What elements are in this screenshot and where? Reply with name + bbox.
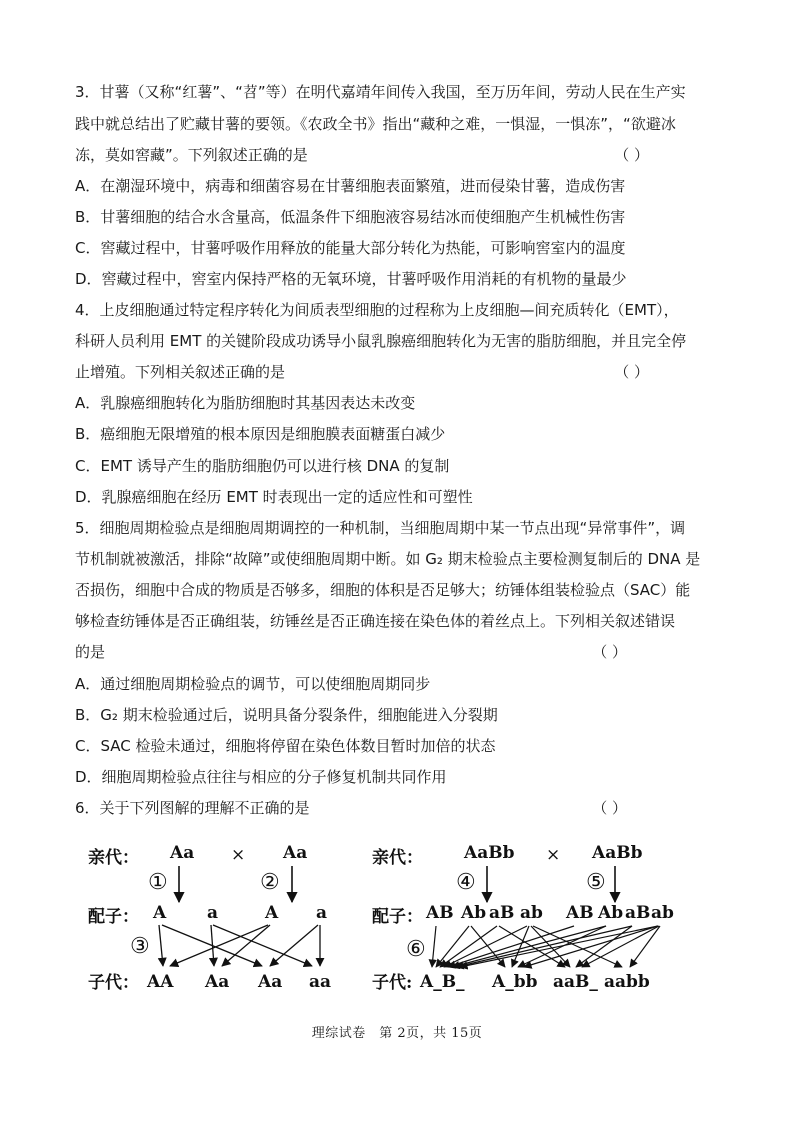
q5-option-a: A．通过细胞周期检验点的调节，可以使细胞周期同步 xyxy=(75,675,431,693)
q3-stem-line-1: 3．甘薯（又称“红薯”、“苕”等）在明代嘉靖年间传入我国，至万历年间，劳动人民在生产实 xyxy=(75,83,686,101)
right-gamete-6: Ab xyxy=(598,903,624,923)
arrow-Ab2-A_B_ xyxy=(452,926,606,967)
right-gamete-arrows xyxy=(432,926,660,967)
arrow-A-AA xyxy=(159,925,163,966)
q6-stem-line xyxy=(75,797,725,819)
q3-option-d: D．窖藏过程中，窖室内保持严格的无氧环境，甘薯呼吸作用消耗的有机物的量最少 xyxy=(75,270,627,288)
right-gamete-2: Ab xyxy=(461,903,487,923)
left-gamete-label: 配子： xyxy=(88,907,139,927)
q5-stem-line-3: 否损伤，细胞中合成的物质是否够多，细胞的体积是否足够大；纺锤体组装检验点（SAC）能 xyxy=(75,581,691,599)
left-gamete-2: a xyxy=(207,903,219,923)
q5-option-d: D．细胞周期检验点往往与相应的分子修复机制共同作用 xyxy=(75,768,447,786)
q3-option-b: B．甘薯细胞的结合水含量高，低温条件下细胞液容易结冰而使细胞产生机械性伤害 xyxy=(75,208,626,226)
left-offspring-4: aa xyxy=(309,972,332,992)
arrow-ab1-aaB_ xyxy=(531,926,570,967)
q4-answer-bracket: （ ） xyxy=(614,363,649,381)
right-gamete-label: 配子： xyxy=(372,907,423,927)
left-gamete-3: A xyxy=(265,903,279,923)
arrow-A2-AA xyxy=(170,925,268,966)
q4-option-c: C．EMT 诱导产生的脂肪细胞仍可以进行核 DNA 的复制 xyxy=(75,457,450,475)
step-2-marker: ② xyxy=(260,870,280,895)
arrow-Ab1-A_B_ xyxy=(436,926,469,967)
left-offspring-1: AA xyxy=(147,972,174,992)
step-4-marker: ④ xyxy=(456,870,476,895)
q5-stem-line-4: 够检查纺锤体是否正确组装，纺锤丝是否正确连接在染色体的着丝点上。下列相关叙述错误 xyxy=(75,612,676,630)
q5-answer-bracket: （ ） xyxy=(592,643,627,661)
right-gamete-7: aB xyxy=(625,903,651,923)
q5-option-b: B．G₂ 期末检验通过后，说明具备分裂条件，细胞能进入分裂期 xyxy=(75,706,498,724)
left-cross-sign: × xyxy=(231,845,246,865)
right-gamete-5: AB xyxy=(566,903,594,923)
step-6-marker: ⑥ xyxy=(406,937,426,962)
q5-stem-text: 的是 xyxy=(75,643,106,661)
left-offspring-3: Aa xyxy=(258,972,283,992)
right-cross-sign: × xyxy=(546,845,561,865)
arrow-a2-Aa xyxy=(270,925,318,966)
page-footer: 理综试卷 第 2页，共 15页 xyxy=(311,1026,483,1041)
left-gamete-4: a xyxy=(316,903,328,923)
q5-stem-line-2: 节机制就被激活，排除“故障”或使细胞周期中断。如 G₂ 期末检验点主要检测复制后的 DNA 是 xyxy=(75,550,701,568)
q4-stem-line-2: 科研人员利用 EMT 的关键阶段成功诱导小鼠乳腺癌细胞转化为无害的脂肪细胞，并且完全停 xyxy=(75,332,687,350)
q5-option-c: C．SAC 检验未通过，细胞将停留在染色体数目暂时加倍的状态 xyxy=(75,737,496,755)
right-parent-2: AaBb xyxy=(592,843,643,863)
q3-stem-line-3 xyxy=(75,144,725,166)
monohybrid-cross xyxy=(88,843,331,993)
left-parent-label: 亲代： xyxy=(88,848,139,868)
step-3-marker: ③ xyxy=(130,934,150,959)
left-gamete-arrows xyxy=(159,925,320,966)
arrow-ab2-A_B_ xyxy=(460,926,658,967)
right-gamete-8: ab xyxy=(651,903,674,923)
step-5-marker: ⑤ xyxy=(586,870,606,895)
q3-stem-line-2: 践中就总结出了贮藏甘薯的要领。《农政全书》指出“藏种之难，一惧湿，一惧冻”，“欲避冰 xyxy=(75,115,676,133)
genetic-cross-diagram xyxy=(0,830,794,1010)
arrow-AB1-A_B_ xyxy=(432,926,436,967)
right-gamete-4: ab xyxy=(520,903,543,923)
left-offspring-label: 子代： xyxy=(88,973,139,993)
arrow-ab2-aabb xyxy=(630,926,660,967)
q4-stem-text: 止增殖。下列相关叙述正确的是 xyxy=(75,363,286,381)
left-gamete-1: A xyxy=(153,903,167,923)
left-parent-2: Aa xyxy=(283,843,308,863)
right-offspring-2: A_bb xyxy=(492,972,538,992)
right-parent-label: 亲代： xyxy=(372,848,423,868)
dihybrid-cross xyxy=(372,843,674,993)
q3-stem-text: 冻，莫如窖藏”。下列叙述正确的是 xyxy=(75,146,308,164)
right-offspring-4: aabb xyxy=(604,972,650,992)
q6-stem-text: 6．关于下列图解的理解不正确的是 xyxy=(75,799,310,817)
q5-stem-line-5 xyxy=(75,641,725,663)
q3-option-c: C．窖藏过程中，甘薯呼吸作用释放的能量大部分转化为热能，可影响窖室内的温度 xyxy=(75,239,626,257)
left-parent-1: Aa xyxy=(170,843,195,863)
left-offspring-2: Aa xyxy=(205,972,230,992)
q3-option-a: A．在潮湿环境中，病毒和细菌容易在甘薯细胞表面繁殖，进而侵染甘薯，造成伤害 xyxy=(75,177,626,195)
right-gamete-3: aB xyxy=(489,903,515,923)
right-parent-1: AaBb xyxy=(464,843,515,863)
q3-answer-bracket: （ ） xyxy=(614,146,649,164)
q4-stem-line-3 xyxy=(75,361,725,383)
q4-stem-line-1: 4．上皮细胞通过特定程序转化为间质表型细胞的过程称为上皮细胞—间充质转化（EMT）， xyxy=(75,301,679,319)
step-1-marker: ① xyxy=(148,870,168,895)
q4-option-a: A．乳腺癌细胞转化为脂肪细胞时其基因表达未改变 xyxy=(75,394,416,412)
q4-option-b: B．癌细胞无限增殖的根本原因是细胞膜表面糖蛋白减少 xyxy=(75,425,446,443)
right-offspring-label: 子代: xyxy=(372,973,413,993)
right-offspring-1: A_B_ xyxy=(420,972,465,992)
q5-stem-line-1: 5．细胞周期检验点是细胞周期调控的一种机制，当细胞周期中某一节点出现“异常事件”，调 xyxy=(75,519,686,537)
q4-option-d: D．乳腺癌细胞在经历 EMT 时表现出一定的适应性和可塑性 xyxy=(75,488,473,506)
right-gamete-1: AB xyxy=(426,903,454,923)
right-offspring-3: aaB_ xyxy=(553,972,598,992)
q6-answer-bracket: （ ） xyxy=(592,799,627,817)
